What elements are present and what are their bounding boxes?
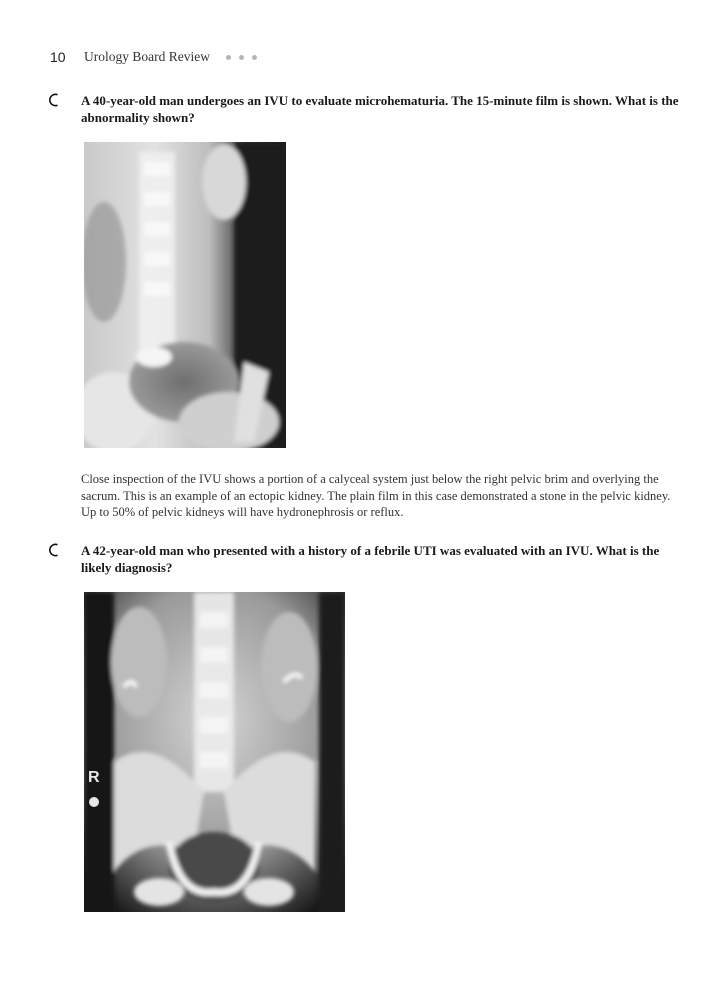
header-dots <box>226 55 257 60</box>
open-circle-bullet-icon <box>48 543 62 557</box>
dot-icon <box>226 55 231 60</box>
answer-1-text: Close inspection of the IVU shows a portion of a calyceal system just below the right pelvic brim and overlying the sacrum. This is an example of an ectopic kidney. The plain film in this case demonstrated a stone in the pelvic kidney. Up to 50% of pelvic kidneys will have hydronephrosis or reflux. <box>81 472 671 519</box>
xray-image-1 <box>84 142 286 448</box>
xray-image-2 <box>84 592 345 912</box>
xray-side-marker: R <box>88 769 100 786</box>
question-1 <box>48 92 680 126</box>
question-2-text: A 42-year-old man who presented with a history of a febrile UTI was evaluated with an IVU. What is the likely diagnosis? <box>81 543 660 575</box>
dot-icon <box>239 55 244 60</box>
book-title: Urology Board Review <box>84 49 210 64</box>
page-number: 10 <box>50 49 66 65</box>
open-circle-bullet-icon <box>48 93 62 107</box>
marker-dot-icon <box>89 797 99 807</box>
question-1-text: A 40-year-old man undergoes an IVU to evaluate microhematuria. The 15-minute film is shown. What is the abnormality shown? <box>81 93 679 125</box>
dot-icon <box>252 55 257 60</box>
question-2 <box>48 542 680 576</box>
running-header <box>50 47 257 67</box>
